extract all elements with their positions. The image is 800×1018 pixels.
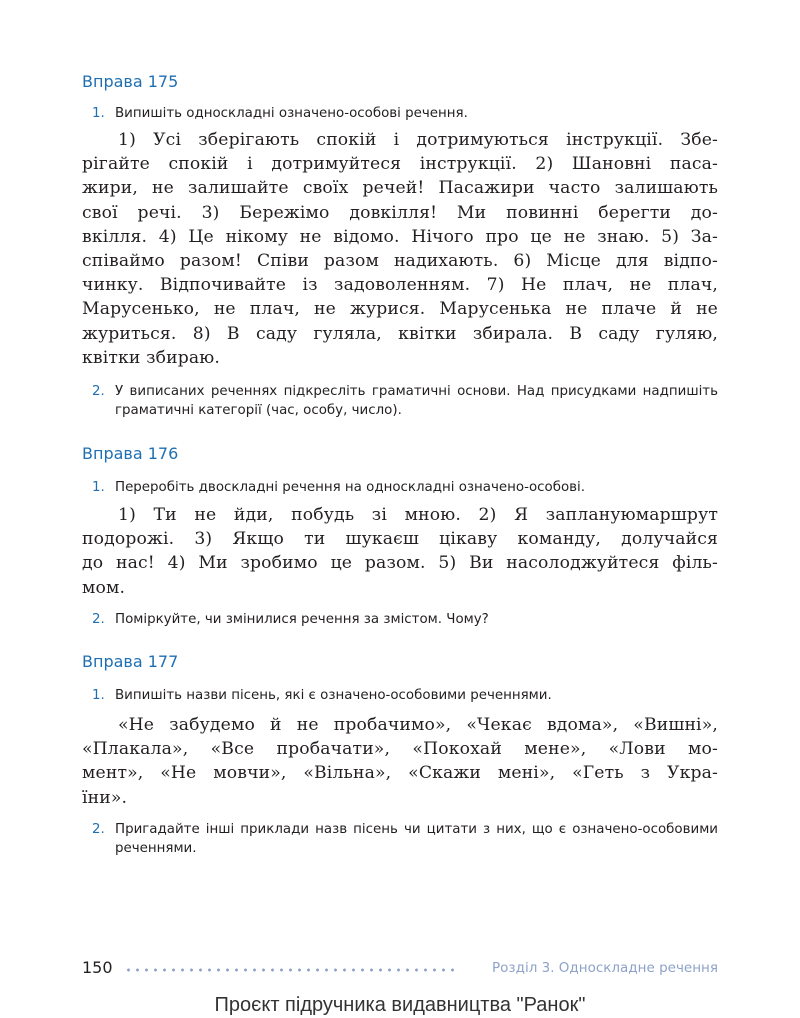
text-line: подорожі. 3) Якщо ти шукаєш цікаву команду, долучайся — [82, 529, 718, 550]
text-line: мом. — [82, 577, 126, 598]
text-line: журиться. 8) В саду гуляла, квітки збирала. В саду гуляю, — [82, 323, 718, 344]
task-text: Випишіть назви пісень, які є означено-особовими реченнями. — [115, 688, 552, 703]
text-line: свої речі. 3) Бережімо довкілля! Ми повинні берегти до- — [82, 202, 718, 223]
task-number: 2. — [92, 612, 105, 627]
exercise-176-title: Вправа 176 — [82, 444, 179, 463]
exercise-175-task-1 — [92, 104, 718, 123]
task-number: 1. — [92, 106, 105, 121]
text-line: квітки збираю. — [82, 347, 221, 368]
publisher-watermark: Проєкт підручника видавництва "Ранок" — [214, 994, 586, 1016]
task-text: Пригадайте інші приклади назв пісень чи цитати з них, що є означено-особовими реченнями. — [115, 822, 718, 856]
task-text: Поміркуйте, чи змінилися речення за змістом. Чому? — [115, 612, 489, 627]
text-line: Марусенько, не плач, не журися. Марусенька не плаче й не — [82, 299, 718, 320]
exercise-175-text — [82, 128, 718, 370]
task-number: 2. — [92, 822, 105, 837]
text-line: рігайте спокій і дотримуйтеся інструкції. 2) Шановні паса- — [82, 154, 718, 175]
text-line: 1) Ти не йди, побудь зі мною. 2) Я заплануюмаршрут — [118, 505, 718, 525]
task-text: Випишіть односкладні означено-особові речення. — [115, 106, 468, 121]
exercise-177-title: Вправа 177 — [82, 652, 179, 671]
exercise-177-task-1 — [92, 686, 718, 705]
task-number: 1. — [92, 480, 105, 495]
text-line: 1) Усі зберігають спокій і дотримуються інструкції. Збе- — [118, 130, 718, 150]
text-line: до нас! 4) Ми зробимо це разом. 5) Ви насолоджуйтеся філь- — [82, 553, 718, 574]
exercise-176-task-2 — [92, 610, 718, 629]
exercise-176-text — [82, 503, 718, 600]
task-number: 2. — [92, 384, 105, 399]
text-line: вкілля. 4) Це нікому не відомо. Нічого про це не знаю. 5) За- — [82, 226, 718, 247]
task-text: У виписаних реченнях підкресліть граматичні основи. Над присудками надпишіть граматичні категорії (час, особу, число). — [115, 384, 718, 418]
exercise-177-task-2 — [92, 820, 718, 858]
text-line: жири, не залишайте своїх речей! Пасажири часто залишають — [82, 178, 718, 199]
text-line: їни». — [82, 787, 128, 808]
exercise-175-task-2 — [92, 382, 718, 420]
exercise-177-text — [82, 713, 718, 810]
footer-section-title: Розділ 3. Односкладне речення — [492, 960, 718, 976]
exercise-176-task-1 — [92, 478, 718, 497]
exercise-175-title: Вправа 175 — [82, 72, 179, 91]
text-line: чинку. Відпочивайте із задоволенням. 7) Не плач, не плач, — [82, 275, 718, 296]
footer-dotted-leader — [124, 968, 458, 972]
text-line: «Плакала», «Все пробачати», «Покохай мене», «Лови мо- — [82, 739, 718, 760]
text-line: «Не забудемо й не пробачимо», «Чекає вдома», «Вишні», — [118, 715, 718, 735]
page-number: 150 — [82, 958, 113, 977]
task-number: 1. — [92, 688, 105, 703]
text-line: співаймо разом! Співи разом надихають. 6) Місце для відпо- — [82, 251, 718, 272]
task-text: Переробіть двоскладні речення на односкладні означено-особові. — [115, 480, 586, 495]
text-line: мент», «Не мовчи», «Вільна», «Скажи мені», «Геть з Укра- — [82, 763, 718, 784]
